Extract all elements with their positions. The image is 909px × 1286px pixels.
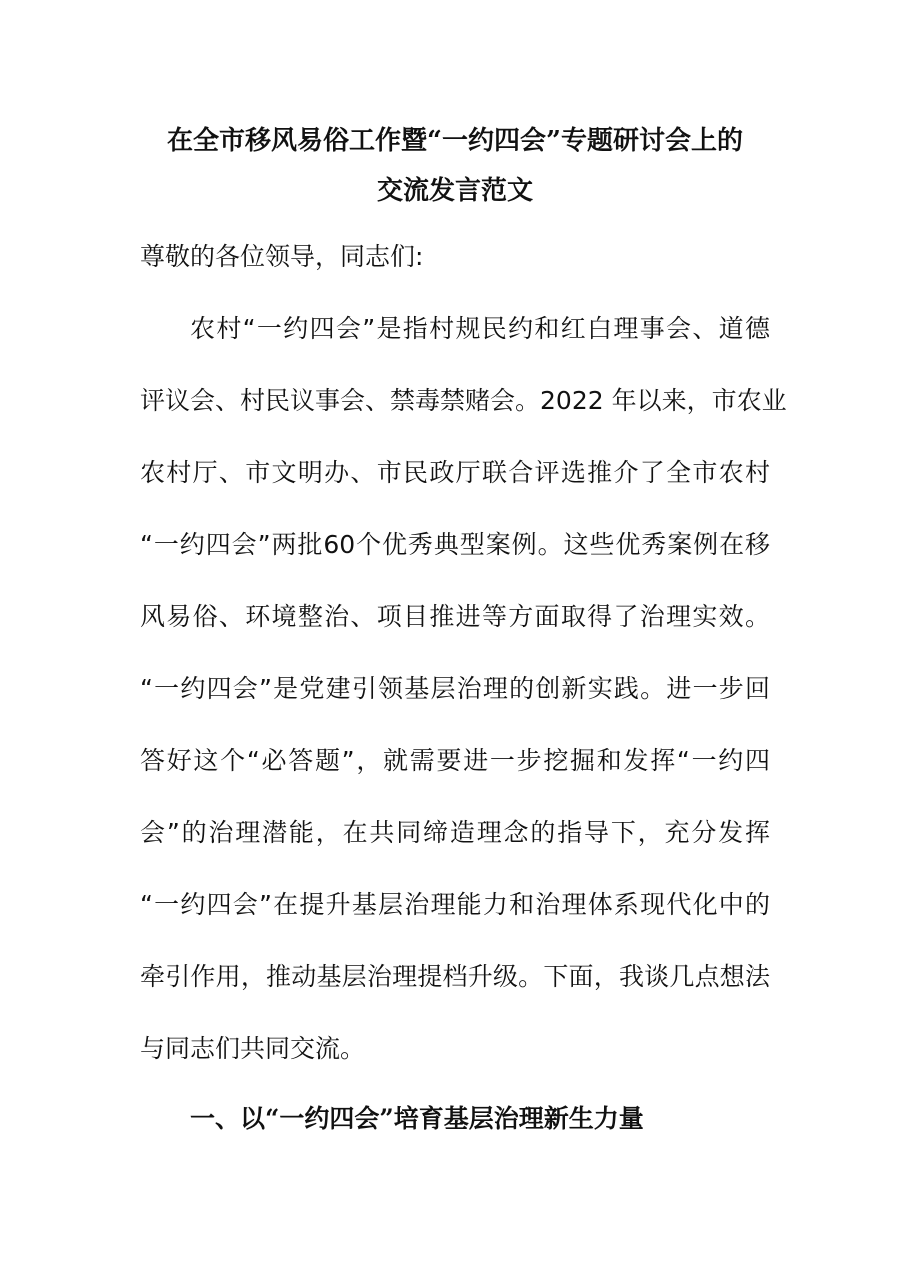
paragraph-line-4: “一约四会”两批60个优秀典型案例。这些优秀案例在移 [140, 530, 770, 559]
paragraph-line-7: 答好这个“必答题”，就需要进一步挖掘和发挥“一约四 [140, 746, 770, 775]
document-title-line-1: 在全市移风易俗工作暨“一约四会”专题研讨会上的 [167, 126, 743, 156]
paragraph-line-1: 农村“一约四会”是指村规民约和红白理事会、道德 [190, 314, 770, 343]
section-heading: 一、以“一约四会”培育基层治理新生力量 [190, 1104, 644, 1133]
greeting: 尊敬的各位领导，同志们: [140, 242, 424, 271]
paragraph-line-9: “一约四会”在提升基层治理能力和治理体系现代化中的 [140, 890, 770, 919]
document-title-line-2: 交流发言范文 [376, 176, 533, 206]
paragraph-line-5: 风易俗、环境整治、项目推进等方面取得了治理实效。 [140, 602, 770, 631]
paragraph-line-8: 会”的治理潜能，在共同缔造理念的指导下，充分发挥 [140, 818, 770, 847]
paragraph-line-2: 评议会、村民议事会、禁毒禁赌会。2022 年以来，市农业 [140, 386, 787, 415]
paragraph-line-6: “一约四会”是党建引领基层治理的创新实践。进一步回 [140, 674, 770, 703]
paragraph-line-10: 牵引作用，推动基层治理提档升级。下面，我谈几点想法 [140, 962, 770, 991]
paragraph-line-11: 与同志们共同交流。 [140, 1034, 366, 1063]
paragraph-line-3: 农村厅、市文明办、市民政厅联合评选推介了全市农村 [140, 458, 770, 487]
